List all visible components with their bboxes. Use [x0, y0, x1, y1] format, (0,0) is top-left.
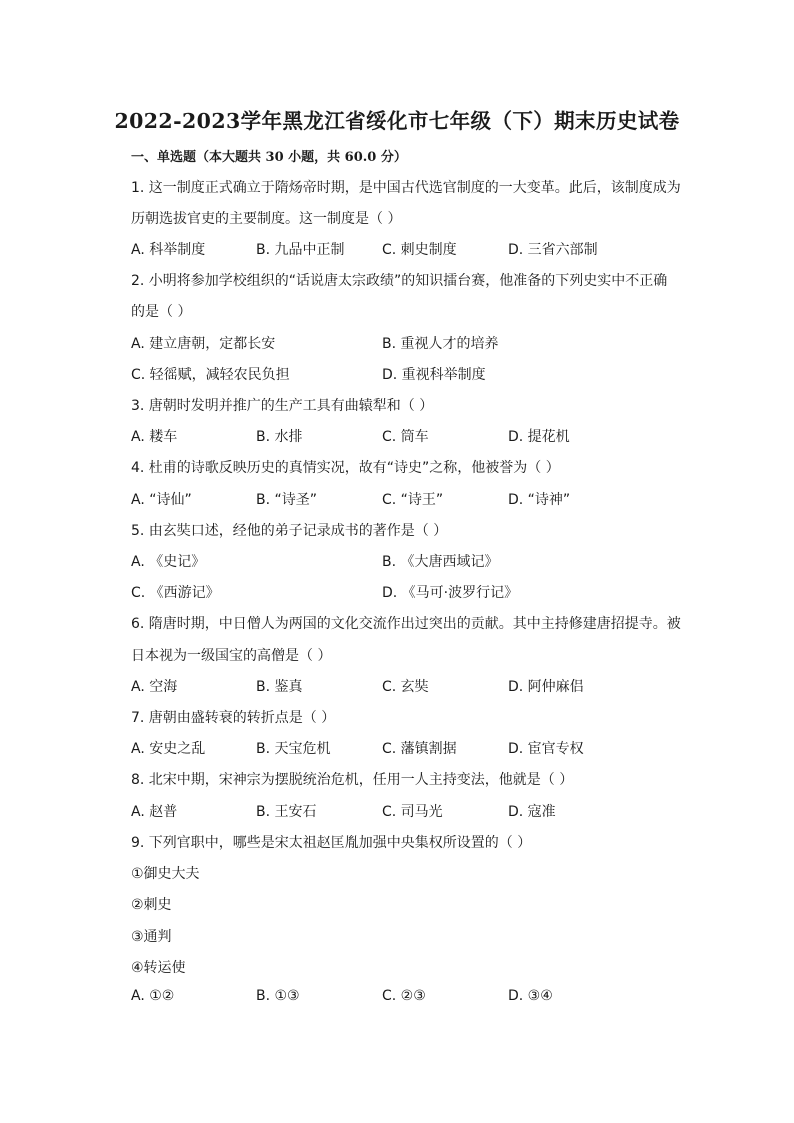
q3-option-a: A. 耧车: [131, 429, 178, 445]
question-3-stem: 3. 唐朝时发明并推广的生产工具有曲辕犁和（ ）: [131, 398, 434, 414]
q6-option-b: B. 鉴真: [256, 679, 303, 695]
q4-option-c: C. “诗王”: [382, 492, 444, 508]
q9-option-d: D. ③④: [508, 988, 553, 1004]
q8-option-d: D. 寇准: [508, 804, 556, 820]
q9-item-4: ④转运使: [131, 960, 186, 976]
q6-option-d: D. 阿仲麻侣: [508, 679, 584, 695]
section-heading: 一、单选题（本大题共 30 小题，共 60.0 分）: [131, 150, 407, 165]
q2-option-c: C. 轻徭赋，减轻农民负担: [131, 367, 290, 383]
q6-option-c: C. 玄奘: [382, 679, 429, 695]
q9-item-3: ③通判: [131, 929, 172, 945]
q7-option-a: A. 安史之乱: [131, 741, 206, 757]
q5-option-a: A. 《史记》: [131, 554, 206, 570]
question-2-stem: 2. 小明将参加学校组织的“话说唐太宗政绩”的知识擂台赛，他准备的下列史实中不正确: [131, 273, 668, 289]
q1-option-d: D. 三省六部制: [508, 242, 598, 258]
q2-option-b: B. 重视人才的培养: [382, 336, 499, 352]
page-title: 2022-2023学年黑龙江省绥化市七年级（下）期末历史试卷: [114, 109, 680, 133]
question-9-stem: 9. 下列官职中，哪些是宋太祖赵匡胤加强中央集权所设置的（ ）: [131, 835, 532, 851]
q7-option-b: B. 天宝危机: [256, 741, 331, 757]
q9-option-b: B. ①③: [256, 988, 300, 1004]
question-1-stem-cont: 历朝选拔官吏的主要制度。这一制度是（ ）: [131, 211, 402, 227]
q9-option-a: A. ①②: [131, 988, 175, 1004]
q8-option-c: C. 司马光: [382, 804, 443, 820]
q7-option-c: C. 藩镇割据: [382, 741, 457, 757]
q1-option-c: C. 刺史制度: [382, 242, 457, 258]
q8-option-b: B. 王安石: [256, 804, 317, 820]
question-1-stem: 1. 这一制度正式确立于隋炀帝时期，是中国古代选官制度的一大变革。此后，该制度成为: [131, 180, 681, 196]
q1-option-b: B. 九品中正制: [256, 242, 345, 258]
question-7-stem: 7. 唐朝由盛转衰的转折点是（ ）: [131, 710, 336, 726]
question-2-stem-cont: 的是（ ）: [131, 304, 192, 320]
q5-option-b: B. 《大唐西域记》: [382, 554, 499, 570]
q3-option-b: B. 水排: [256, 429, 303, 445]
question-6-stem-cont: 日本视为一级国宝的高僧是（ ）: [131, 648, 332, 664]
question-4-stem: 4. 杜甫的诗歌反映历史的真情实况，故有“诗史”之称，他被誉为（ ）: [131, 460, 560, 476]
q6-option-a: A. 空海: [131, 679, 178, 695]
q2-option-a: A. 建立唐朝，定都长安: [131, 336, 276, 352]
q5-option-c: C. 《西游记》: [131, 585, 220, 601]
question-6-stem: 6. 隋唐时期，中日僧人为两国的文化交流作出过突出的贡献。其中主持修建唐招提寺。被: [131, 616, 681, 632]
q4-option-d: D. “诗神”: [508, 492, 571, 508]
q1-option-a: A. 科举制度: [131, 242, 206, 258]
q8-option-a: A. 赵普: [131, 804, 178, 820]
q9-item-1: ①御史大夫: [131, 866, 200, 882]
q4-option-a: A. “诗仙”: [131, 492, 192, 508]
question-5-stem: 5. 由玄奘口述，经他的弟子记录成书的著作是（ ）: [131, 523, 448, 539]
q7-option-d: D. 宦官专权: [508, 741, 584, 757]
question-8-stem: 8. 北宋中期，宋神宗为摆脱统治危机，任用一人主持变法，他就是（ ）: [131, 772, 574, 788]
q5-option-d: D. 《马可·波罗行记》: [382, 585, 519, 601]
q3-option-d: D. 提花机: [508, 429, 570, 445]
q9-item-2: ②刺史: [131, 897, 172, 913]
q2-option-d: D. 重视科举制度: [382, 367, 486, 383]
q4-option-b: B. “诗圣”: [256, 492, 318, 508]
q9-option-c: C. ②③: [382, 988, 426, 1004]
q3-option-c: C. 筒车: [382, 429, 429, 445]
